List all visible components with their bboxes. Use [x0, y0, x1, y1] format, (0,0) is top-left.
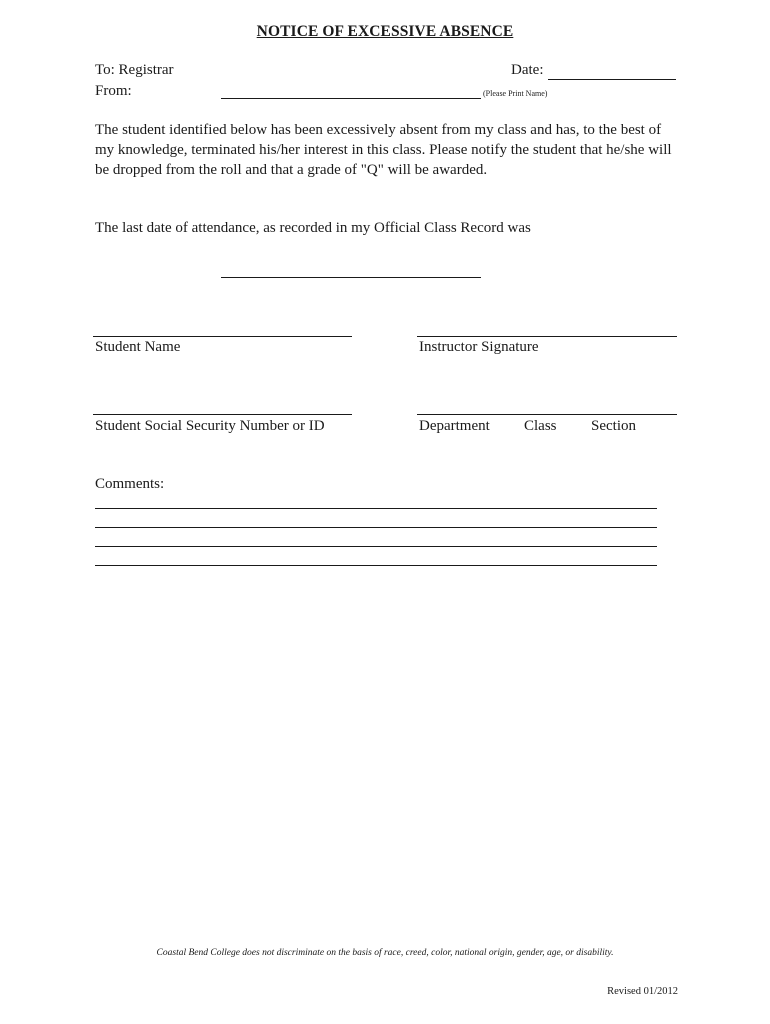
student-name-field[interactable] [93, 336, 352, 337]
to-registrar-label: To: Registrar [95, 62, 174, 78]
last-attendance-text: The last date of attendance, as recorded in my Official Class Record was [95, 220, 531, 236]
instructor-signature-field[interactable] [417, 336, 677, 337]
print-name-hint: (Please Print Name) [483, 89, 548, 98]
comment-line[interactable] [95, 527, 657, 528]
date-label: Date: [511, 62, 544, 78]
from-name-field[interactable] [221, 98, 481, 99]
revision-date: Revised 01/2012 [607, 986, 678, 997]
last-attendance-date-field[interactable] [221, 277, 481, 278]
student-id-field[interactable] [93, 414, 352, 415]
department-class-section-field[interactable] [417, 414, 677, 415]
nondiscrimination-statement: Coastal Bend College does not discriminate on the basis of race, creed, color, national origin, gender, age, or disability. [156, 948, 614, 958]
student-name-label: Student Name [95, 339, 181, 355]
section-label: Section [591, 418, 636, 434]
department-label: Department [419, 418, 490, 434]
class-label: Class [524, 418, 557, 434]
form-title: NOTICE OF EXCESSIVE ABSENCE [256, 23, 514, 40]
comment-line[interactable] [95, 508, 657, 509]
from-label: From: [95, 83, 132, 99]
comment-line[interactable] [95, 565, 657, 566]
comments-label: Comments: [95, 476, 165, 492]
notice-paragraph: The student identified below has been excessively absent from my class and has, to the best of my knowledge, terminated his/her interest in this class. Please notify the student that he/she will be dropped from the roll and that a grade of "Q" will be awarded. [95, 122, 672, 178]
instructor-signature-label: Instructor Signature [419, 339, 539, 355]
student-id-label: Student Social Security Number or ID [95, 418, 325, 434]
comment-line[interactable] [95, 546, 657, 547]
date-field[interactable] [548, 79, 676, 80]
